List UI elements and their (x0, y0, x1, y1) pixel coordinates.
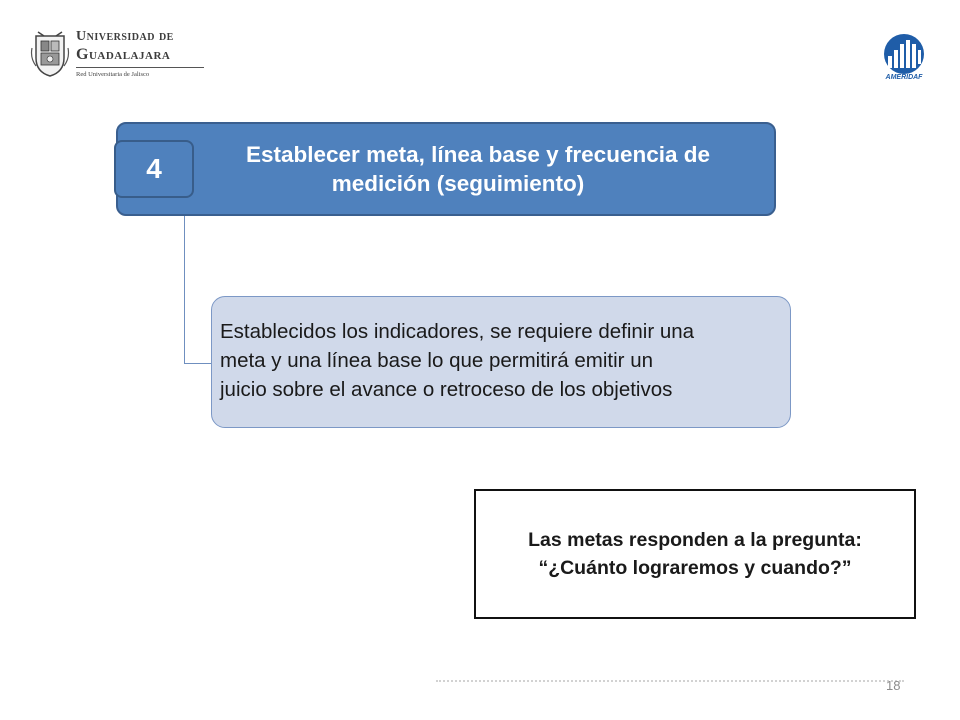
question-box (474, 489, 916, 619)
logo-divider (76, 67, 204, 68)
description-text (220, 317, 780, 404)
step-title (188, 140, 768, 198)
page-number: 18 (886, 678, 901, 693)
question-line1: Las metas responden a la pregunta: (528, 529, 862, 551)
footer-divider (436, 680, 904, 684)
partner-logo (876, 30, 932, 90)
step-header-box (116, 122, 776, 216)
description-line1: Establecidos los indicadores, se requiere definir una (220, 320, 695, 343)
partner-logo-label: AMERIDAF (885, 74, 923, 81)
step-title-line1: Establecer meta, línea base y frecuencia de (246, 142, 710, 167)
description-line2: meta y una línea base lo que permitirá emitir un (220, 349, 654, 372)
step-title-line2: medición (seguimiento) (331, 171, 585, 196)
description-line3: juicio sobre el avance o retroceso de los objetivos (220, 378, 673, 401)
university-network-label: Red Universitaria de Jalisco (76, 71, 150, 78)
partner-logo-icon (876, 30, 932, 74)
question-line2: “¿Cuánto lograremos y cuando?” (538, 557, 852, 579)
description-box (211, 296, 791, 428)
step-number-badge: 4 (114, 140, 194, 198)
university-name-line1: Universidad de (76, 29, 174, 44)
university-logo (30, 22, 190, 82)
university-name-line2: Guadalajara (76, 46, 171, 63)
university-crest-icon (30, 28, 70, 78)
